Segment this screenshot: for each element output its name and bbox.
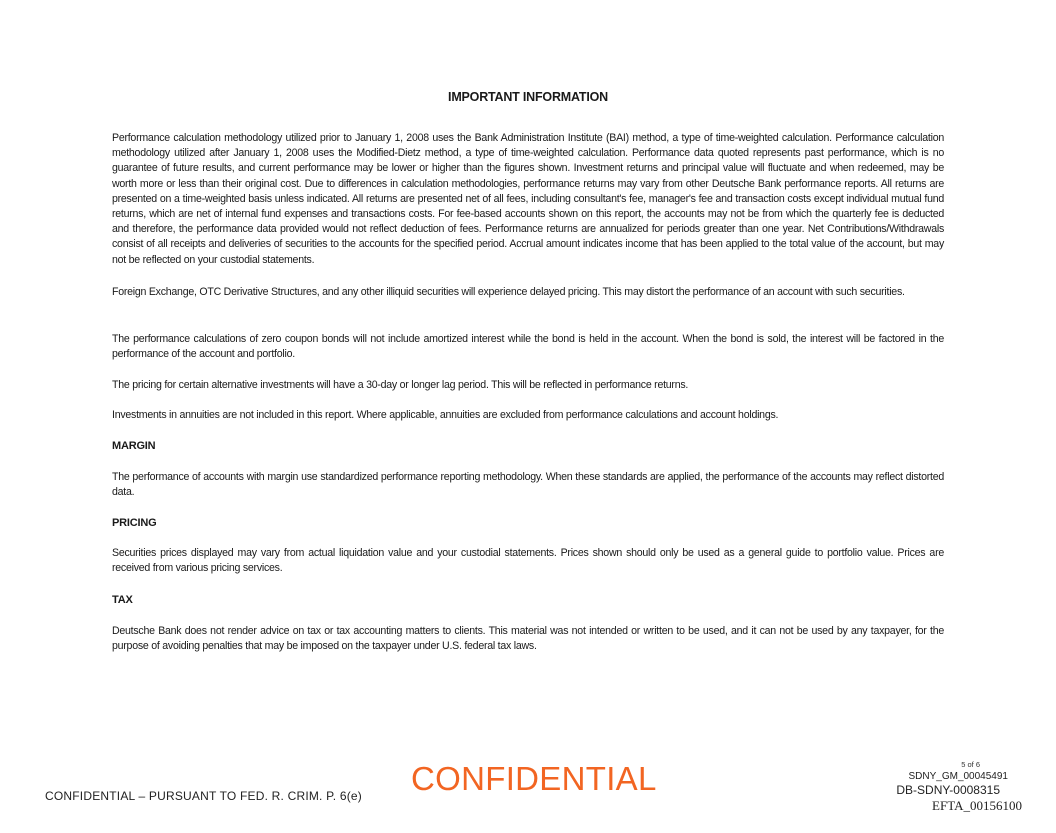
bates-block <box>822 759 1022 814</box>
bates-sdny: SDNY_GM_00045491 <box>908 771 1008 782</box>
paragraph-alternative-investments: The pricing for certain alternative investments will have a 30-day or longer lag period. This will be reflected in performance returns. <box>112 379 689 391</box>
paragraph-methodology: Performance calculation methodology utilized prior to January 1, 2008 uses the Bank Administration Institute (BAI) method, a type of time-weighted calculation. Performance calculation methodology utilized after January 1, 2008 uses the Modified-Dietz method, a type of time-weighted calculation. Performance data quoted represents past performance, which is no guarantee of future results, and current performance may be lower or higher than the figures shown. Investment returns and principal value will fluctuate and when redeemed, may be worth more or less than their original cost. Due to differences in calculation methodologies, performance returns may vary from other Deutsche Bank performance reports. All returns are presented on a time-weighted basis unless indicated. All returns are presented net of all fees, including consultant's fee, manager's fee and transaction costs except individual mutual fund returns, which are net of internal fund expenses and transactions costs. For fee-based accounts shown on this report, the accounts may not be from which the quarterly fee is deducted and therefore, the performance data provided would not reflect deduction of fees. Performance returns are annualized for periods greater than one year. Net Contributions/Withdrawals consist of all receipts and deliveries of securities to the accounts for the specified period. Accrual amount indicates income that has been applied to the total value of the account, but may not be reflected on your custodial statements. <box>112 132 944 266</box>
page-number: 5 of 6 <box>961 760 980 769</box>
paragraph-annuities: Investments in annuities are not included in this report. Where applicable, annuities are excluded from performance calculations and account holdings. <box>112 409 779 421</box>
bates-efta: EFTA_00156100 <box>932 798 1022 813</box>
paragraph-margin: The performance of accounts with margin use standardized performance reporting methodology. When these standards are applied, the performance of the accounts may reflect distorted data. <box>112 471 944 499</box>
bates-db-sdny: DB-SDNY-0008315 <box>896 783 1000 797</box>
section-heading-tax: TAX <box>112 594 133 606</box>
section-heading-pricing: PRICING <box>112 517 157 529</box>
paragraph-foreign-exchange: Foreign Exchange, OTC Derivative Structures, and any other illiquid securities will experience delayed pricing. This may distort the performance of an account with such securities. <box>112 286 905 298</box>
confidential-watermark: CONFIDENTIAL <box>411 760 657 797</box>
paragraph-pricing: Securities prices displayed may vary from actual liquidation value and your custodial statements. Prices shown should only be used as a general guide to portfolio value. Prices are received from various pricing services. <box>112 547 944 575</box>
confidential-notice: CONFIDENTIAL – PURSUANT TO FED. R. CRIM. P. 6(e) <box>45 789 362 803</box>
paragraph-zero-coupon: The performance calculations of zero coupon bonds will not include amortized interest while the bond is held in the account. When the bond is sold, the interest will be factored in the performance of the account and portfolio. <box>112 333 944 361</box>
document-title: IMPORTANT INFORMATION <box>448 90 608 104</box>
paragraph-tax: Deutsche Bank does not render advice on tax or tax accounting matters to clients. This material was not intended or written to be used, and it can not be used by any taxpayer, for the purpose of avoiding penalties that may be imposed on the taxpayer under U.S. federal tax laws. <box>112 625 944 653</box>
section-heading-margin: MARGIN <box>112 440 156 452</box>
